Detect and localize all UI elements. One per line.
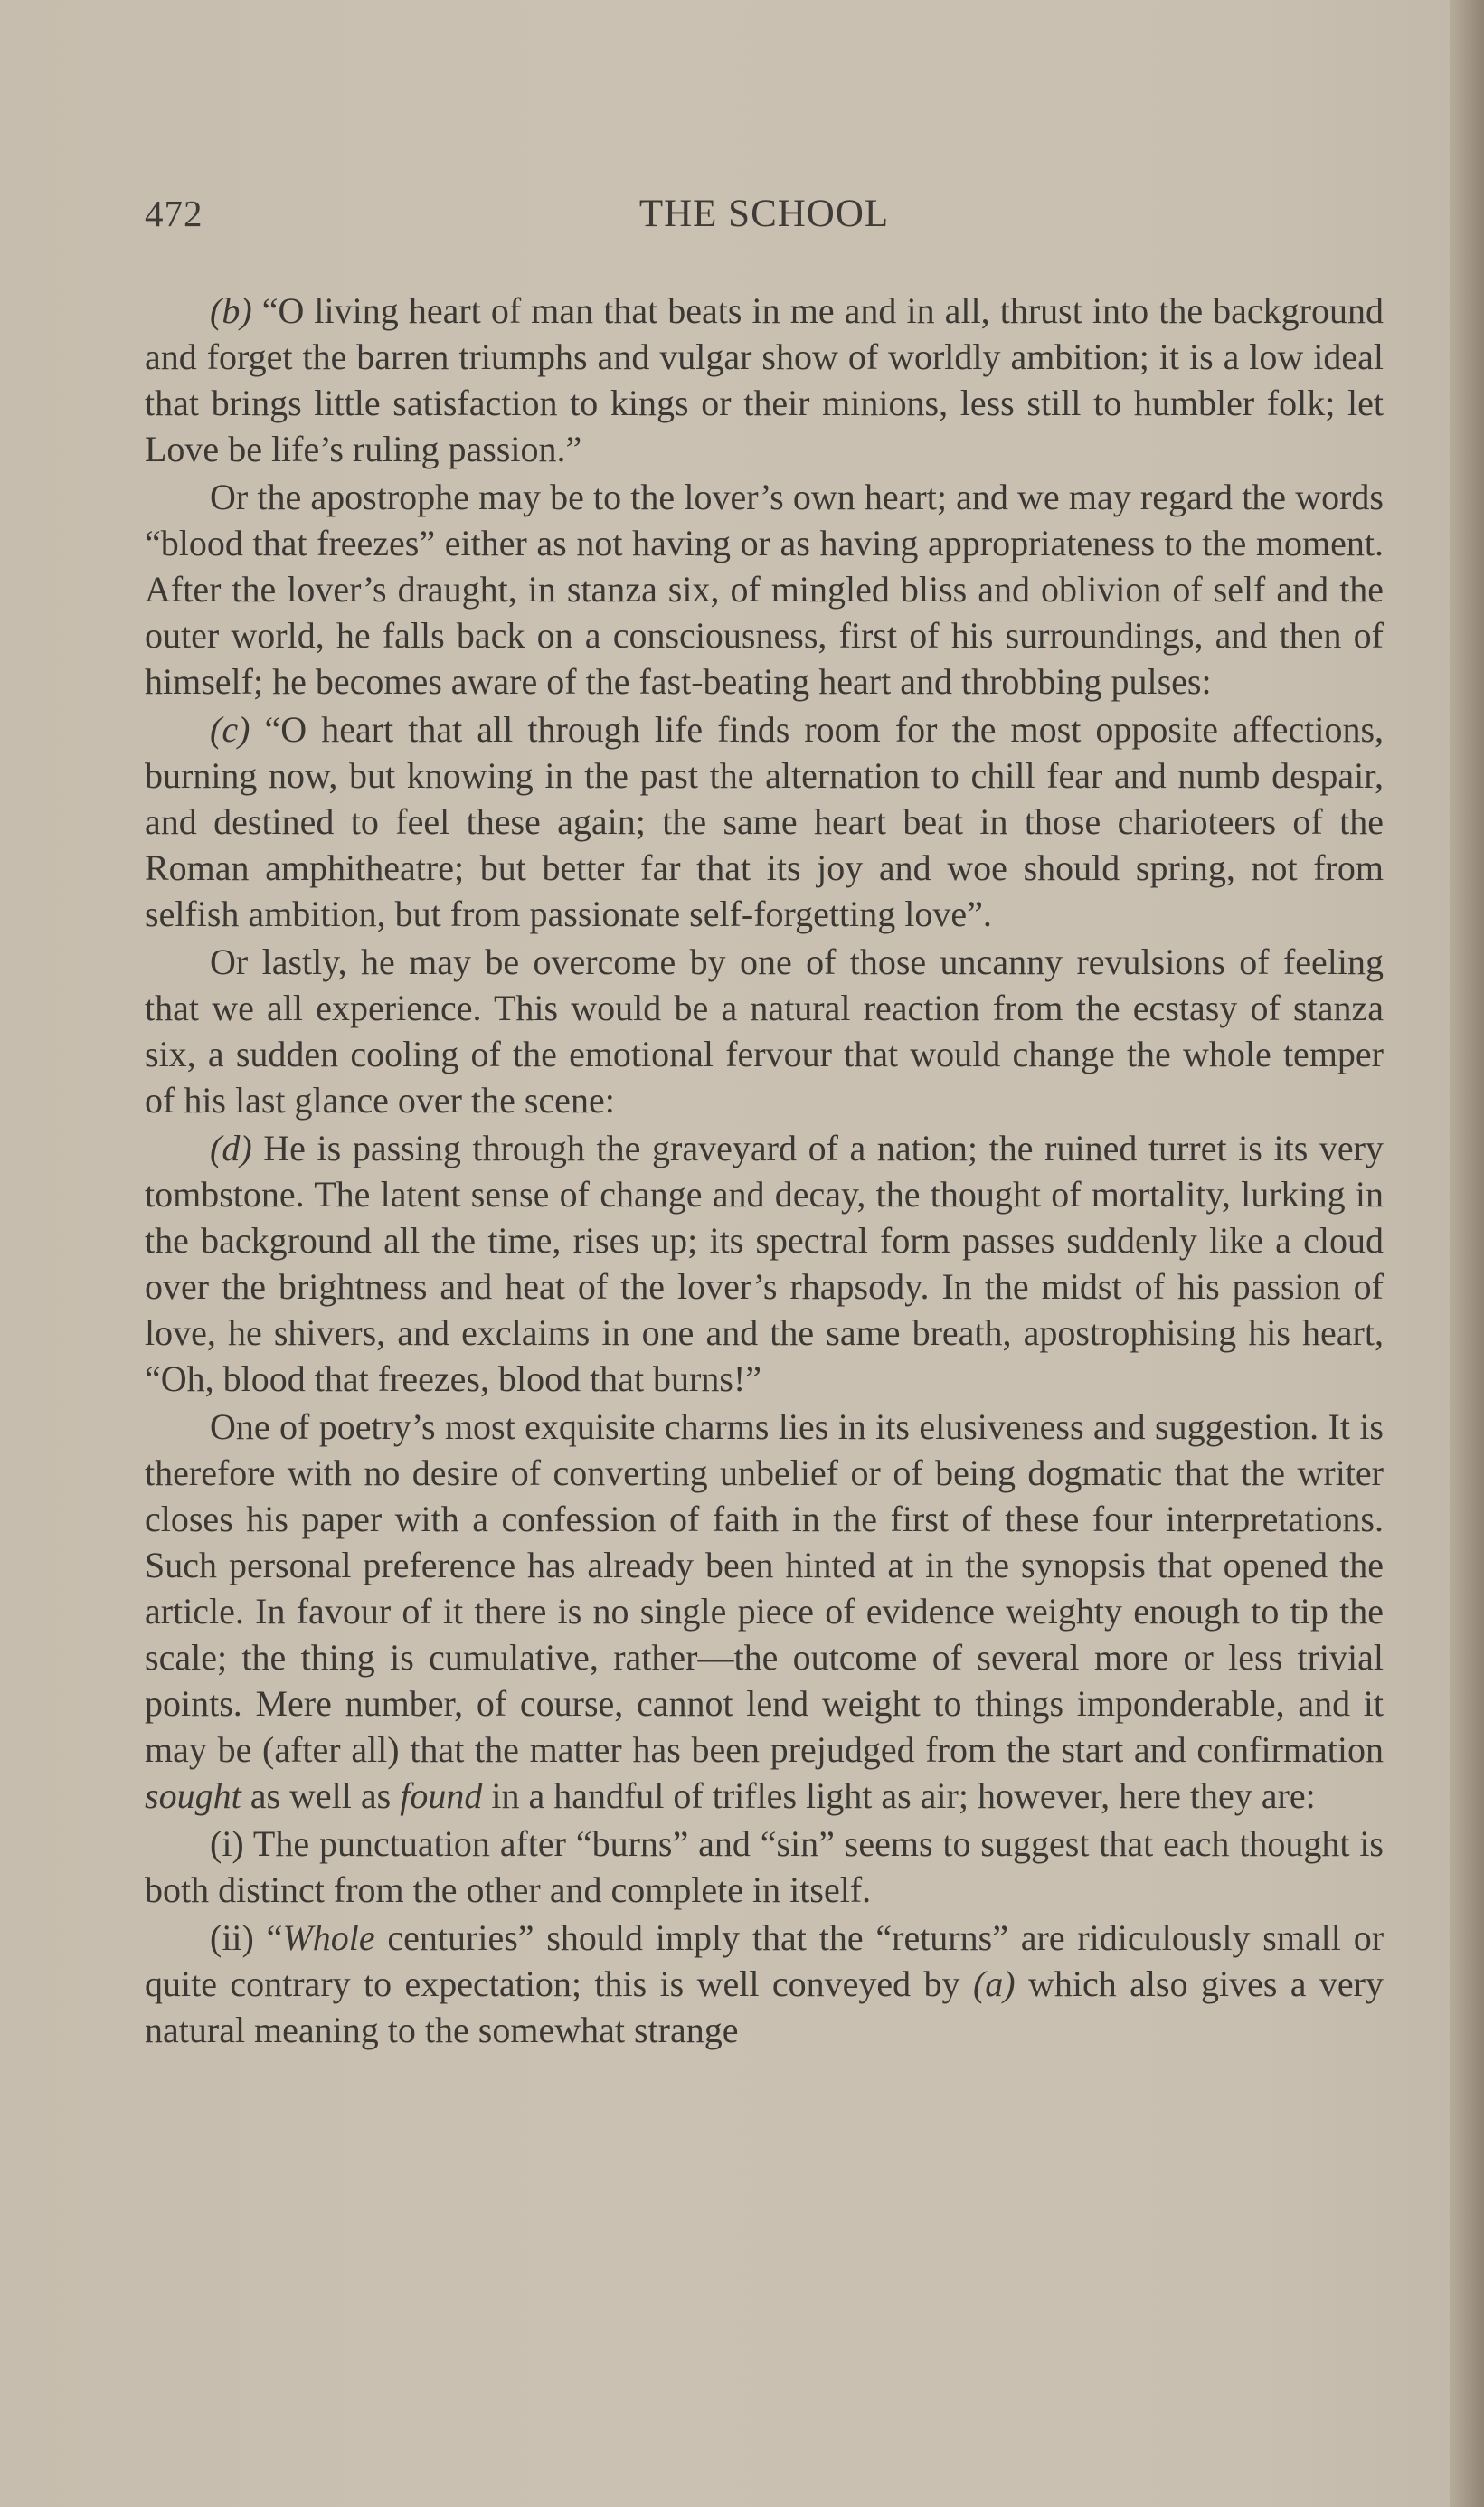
paragraph-text: as well as (250, 1775, 392, 1816)
paragraph-text: “O heart that all through life finds room for the most opposite affections, burning now, but knowing in the past the alternation to chill fear and numb despair, and destined to feel these again; the same heart beat in those charioteers of the Roman amphitheatre; but better far that its joy and woe should spring, not from selfish ambition, but from passionate self-forgetting love”. (145, 709, 1385, 934)
italic-word: Whole (282, 1917, 375, 1958)
paragraph-text: centuries” should imply that the “returns” are ridiculously small or quite contrary to expectation; this is well conveyed by (145, 1917, 1385, 2004)
page-header (145, 192, 1384, 246)
paragraph-text: in a handful of trifles light as air; however, here they are: (491, 1775, 1316, 1816)
running-head: THE SCHOOL (638, 193, 890, 235)
page-gutter-shadow (1450, 0, 1484, 2507)
body-text (145, 288, 1384, 2055)
paragraph-text: One of poetry’s most exquisite charms lies in its elusiveness and suggestion. It is therefore with no desire of converting unbelief or of being dogmatic that the writer closes his paper with a confession of faith in the first of these four interpretations. Such personal preference has already been hinted at in the synopsis that opened the article. In favour of it there is no single piece of evidence weighty enough to tip the scale; the thing is cumulative, rather—the outcome of several more or less trivial points. Mere number, of course, cannot lend weight to things imponderable, and it may be (after all) that the matter has been prejudged from the start and confirmation (145, 1406, 1384, 1770)
paragraph-text: which also gives a very natural meaning to the somewhat strange (145, 1963, 1384, 2050)
item-label: (ii) (210, 1917, 254, 1958)
paragraph-text: Or the apostrophe may be to the lover’s own heart; and we may regard the words “blood that freezes” either as not having or as having appropriateness to the moment. After the lover’s draught, in stanza six, of mingled bliss and oblivion of self and the outer world, he falls back on a consciousness, first of his surroundings, and then of himself; he becomes aware of the fast-beating heart and throbbing pulses: (145, 477, 1384, 702)
item-label: (c) (210, 709, 250, 750)
item-label: (i) (210, 1823, 244, 1864)
paragraph-text: Or lastly, he may be overcome by one of those uncanny revulsions of feeling that we all experience. This would be a natural reaction from the ecstasy of stanza six, a sudden cooling of the emotional fervour that would change the whole temper of his last glance over the scene: (145, 941, 1384, 1121)
paragraph-text: He is passing through the graveyard of a nation; the ruined turret is its very tombstone. The latent sense of change and decay, the thought of mortality, lurking in the background all the time, rises up; its spectral form passes suddenly like a cloud over the brightness and heat of the lover’s rhapsody. In the midst of his passion of love, he shivers, and exclaims in one and the same breath, apostrophising his heart, “Oh, blood that freezes, blood that burns!” (145, 1128, 1385, 1399)
item-label: (d) (210, 1128, 252, 1168)
paragraph-ii (145, 1915, 1384, 2053)
paragraph-b (145, 288, 1384, 472)
paragraph-text: The punctuation after “burns” and “sin” seems to suggest that each thought is both distinct from the other and complete in itself. (145, 1823, 1384, 1910)
paragraph (145, 939, 1384, 1123)
quote-mark: “ (266, 1917, 283, 1958)
italic-word: found (400, 1775, 483, 1816)
paragraph (145, 1404, 1384, 1819)
page-number: 472 (145, 193, 203, 234)
item-label: (b) (210, 290, 252, 331)
paragraph-d (145, 1125, 1384, 1402)
paragraph (145, 474, 1384, 705)
paragraph-i (145, 1821, 1384, 1913)
italic-word: sought (145, 1775, 241, 1816)
reference-label: (a) (972, 1963, 1016, 2004)
paragraph-text: “O living heart of man that beats in me and in all, thrust into the background and forget the barren triumphs and vulgar show of worldly ambition; it is a low ideal that brings little satisfaction to kings or their minions, less still to humbler folk; let Love be life’s ruling passion.” (145, 290, 1385, 469)
paragraph-c (145, 706, 1384, 937)
